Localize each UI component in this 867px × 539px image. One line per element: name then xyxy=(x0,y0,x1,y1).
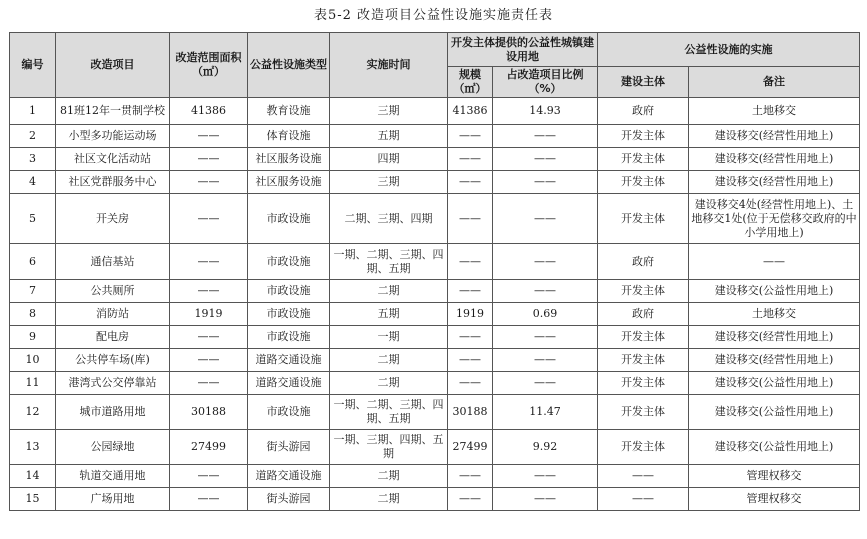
cell-id: 10 xyxy=(10,349,56,372)
cell-project: 社区文化活动站 xyxy=(56,148,170,171)
cell-time: 一期 xyxy=(330,326,448,349)
cell-id: 15 xyxy=(10,488,56,511)
cell-area: 27499 xyxy=(170,430,248,465)
table-row xyxy=(10,395,860,430)
cell-time: 四期 xyxy=(330,148,448,171)
cell-area: —— xyxy=(170,171,248,194)
cell-time: 二期 xyxy=(330,372,448,395)
cell-scale: —— xyxy=(448,280,493,303)
table-row xyxy=(10,98,860,125)
cell-note: 建设移交(经营性用地上) xyxy=(689,349,860,372)
cell-project: 社区党群服务中心 xyxy=(56,171,170,194)
cell-project: 开关房 xyxy=(56,194,170,244)
cell-entity: 政府 xyxy=(598,244,689,280)
cell-project: 小型多功能运动场 xyxy=(56,125,170,148)
cell-area: —— xyxy=(170,194,248,244)
table-row xyxy=(10,244,860,280)
cell-scale: —— xyxy=(448,326,493,349)
cell-entity: —— xyxy=(598,488,689,511)
table-row xyxy=(10,349,860,372)
cell-area: 41386 xyxy=(170,98,248,125)
cell-ratio: —— xyxy=(493,488,598,511)
cell-ratio: —— xyxy=(493,349,598,372)
cell-entity: 开发主体 xyxy=(598,194,689,244)
cell-entity: 开发主体 xyxy=(598,395,689,430)
cell-note: 建设移交(公益性用地上) xyxy=(689,280,860,303)
cell-note: —— xyxy=(689,244,860,280)
cell-project: 公共厕所 xyxy=(56,280,170,303)
facility-responsibility-table xyxy=(9,32,860,511)
cell-entity: 开发主体 xyxy=(598,430,689,465)
cell-area: —— xyxy=(170,280,248,303)
cell-note: 管理权移交 xyxy=(689,488,860,511)
cell-time: 二期 xyxy=(330,465,448,488)
cell-entity: 开发主体 xyxy=(598,280,689,303)
cell-id: 4 xyxy=(10,171,56,194)
cell-id: 3 xyxy=(10,148,56,171)
table-row xyxy=(10,148,860,171)
cell-ratio: —— xyxy=(493,194,598,244)
cell-entity: 政府 xyxy=(598,98,689,125)
cell-time: 二期、三期、四期 xyxy=(330,194,448,244)
cell-scale: 1919 xyxy=(448,303,493,326)
cell-type: 市政设施 xyxy=(248,326,330,349)
cell-project: 消防站 xyxy=(56,303,170,326)
table-row xyxy=(10,430,860,465)
header-area: 改造范围面积（㎡） xyxy=(170,33,248,98)
cell-time: 五期 xyxy=(330,303,448,326)
cell-project: 城市道路用地 xyxy=(56,395,170,430)
cell-time: 一期、二期、三期、四期、五期 xyxy=(330,395,448,430)
cell-ratio: —— xyxy=(493,125,598,148)
cell-note: 建设移交(公益性用地上) xyxy=(689,372,860,395)
cell-ratio: —— xyxy=(493,171,598,194)
cell-area: —— xyxy=(170,372,248,395)
cell-project: 通信基站 xyxy=(56,244,170,280)
cell-ratio: 0.69 xyxy=(493,303,598,326)
header-scale: 规模（㎡） xyxy=(448,67,493,98)
cell-time: 二期 xyxy=(330,280,448,303)
cell-type: 街头游园 xyxy=(248,430,330,465)
cell-scale: —— xyxy=(448,372,493,395)
cell-area: —— xyxy=(170,488,248,511)
cell-type: 道路交通设施 xyxy=(248,349,330,372)
cell-ratio: —— xyxy=(493,465,598,488)
cell-project: 81班12年一贯制学校 xyxy=(56,98,170,125)
cell-entity: 开发主体 xyxy=(598,372,689,395)
cell-entity: 开发主体 xyxy=(598,125,689,148)
cell-type: 道路交通设施 xyxy=(248,465,330,488)
cell-type: 街头游园 xyxy=(248,488,330,511)
cell-scale: —— xyxy=(448,125,493,148)
cell-entity: 开发主体 xyxy=(598,148,689,171)
cell-id: 6 xyxy=(10,244,56,280)
header-land-group: 开发主体提供的公益性城镇建设用地 xyxy=(448,33,598,67)
cell-note: 建设移交(公益性用地上) xyxy=(689,395,860,430)
cell-id: 1 xyxy=(10,98,56,125)
header-time: 实施时间 xyxy=(330,33,448,98)
cell-project: 广场用地 xyxy=(56,488,170,511)
table-row xyxy=(10,125,860,148)
cell-scale: —— xyxy=(448,171,493,194)
cell-time: 一期、二期、三期、四期、五期 xyxy=(330,244,448,280)
cell-ratio: 11.47 xyxy=(493,395,598,430)
table-row xyxy=(10,194,860,244)
cell-scale: 27499 xyxy=(448,430,493,465)
cell-entity: 开发主体 xyxy=(598,349,689,372)
cell-time: 二期 xyxy=(330,349,448,372)
cell-type: 市政设施 xyxy=(248,303,330,326)
cell-type: 市政设施 xyxy=(248,395,330,430)
cell-scale: —— xyxy=(448,349,493,372)
cell-note: 建设移交4处(经营性用地上)、土地移交1处(位于无偿移交政府的中小学用地上) xyxy=(689,194,860,244)
cell-project: 公共停车场(库) xyxy=(56,349,170,372)
cell-entity: 政府 xyxy=(598,303,689,326)
cell-ratio: —— xyxy=(493,244,598,280)
cell-scale: —— xyxy=(448,244,493,280)
cell-scale: 30188 xyxy=(448,395,493,430)
cell-ratio: 9.92 xyxy=(493,430,598,465)
cell-entity: —— xyxy=(598,465,689,488)
cell-area: 30188 xyxy=(170,395,248,430)
table-row xyxy=(10,372,860,395)
cell-ratio: 14.93 xyxy=(493,98,598,125)
cell-id: 8 xyxy=(10,303,56,326)
cell-area: —— xyxy=(170,349,248,372)
cell-project: 公园绿地 xyxy=(56,430,170,465)
table-row xyxy=(10,326,860,349)
cell-note: 建设移交(公益性用地上) xyxy=(689,430,860,465)
cell-scale: —— xyxy=(448,465,493,488)
cell-area: —— xyxy=(170,244,248,280)
cell-time: 二期 xyxy=(330,488,448,511)
cell-scale: 41386 xyxy=(448,98,493,125)
cell-project: 配电房 xyxy=(56,326,170,349)
table-row xyxy=(10,488,860,511)
header-project: 改造项目 xyxy=(56,33,170,98)
cell-id: 14 xyxy=(10,465,56,488)
table-body xyxy=(10,98,860,511)
cell-type: 道路交通设施 xyxy=(248,372,330,395)
table-row xyxy=(10,280,860,303)
cell-ratio: —— xyxy=(493,326,598,349)
header-note: 备注 xyxy=(689,67,860,98)
cell-type: 社区服务设施 xyxy=(248,171,330,194)
cell-area: —— xyxy=(170,148,248,171)
cell-scale: —— xyxy=(448,488,493,511)
cell-time: 三期 xyxy=(330,98,448,125)
cell-id: 7 xyxy=(10,280,56,303)
cell-time: 一期、三期、四期、五期 xyxy=(330,430,448,465)
header-type: 公益性设施类型 xyxy=(248,33,330,98)
cell-area: —— xyxy=(170,125,248,148)
table-row xyxy=(10,171,860,194)
cell-id: 12 xyxy=(10,395,56,430)
cell-note: 土地移交 xyxy=(689,98,860,125)
cell-note: 土地移交 xyxy=(689,303,860,326)
cell-id: 5 xyxy=(10,194,56,244)
cell-project: 轨道交通用地 xyxy=(56,465,170,488)
table-row xyxy=(10,465,860,488)
cell-type: 市政设施 xyxy=(248,280,330,303)
header-impl-group: 公益性设施的实施 xyxy=(598,33,860,67)
cell-type: 社区服务设施 xyxy=(248,148,330,171)
cell-note: 建设移交(经营性用地上) xyxy=(689,171,860,194)
cell-note: 建设移交(经营性用地上) xyxy=(689,125,860,148)
cell-ratio: —— xyxy=(493,372,598,395)
cell-entity: 开发主体 xyxy=(598,326,689,349)
cell-id: 9 xyxy=(10,326,56,349)
cell-entity: 开发主体 xyxy=(598,171,689,194)
cell-area: —— xyxy=(170,465,248,488)
cell-note: 建设移交(经营性用地上) xyxy=(689,148,860,171)
cell-note: 建设移交(经营性用地上) xyxy=(689,326,860,349)
table-row xyxy=(10,303,860,326)
header-ratio: 占改造项目比例（%） xyxy=(493,67,598,98)
cell-id: 2 xyxy=(10,125,56,148)
cell-ratio: —— xyxy=(493,148,598,171)
header-id: 编号 xyxy=(10,33,56,98)
cell-ratio: —— xyxy=(493,280,598,303)
header-entity: 建设主体 xyxy=(598,67,689,98)
cell-time: 三期 xyxy=(330,171,448,194)
cell-type: 市政设施 xyxy=(248,244,330,280)
cell-type: 体育设施 xyxy=(248,125,330,148)
cell-scale: —— xyxy=(448,194,493,244)
cell-project: 港湾式公交停靠站 xyxy=(56,372,170,395)
cell-time: 五期 xyxy=(330,125,448,148)
cell-type: 教育设施 xyxy=(248,98,330,125)
cell-id: 11 xyxy=(10,372,56,395)
cell-note: 管理权移交 xyxy=(689,465,860,488)
cell-area: 1919 xyxy=(170,303,248,326)
cell-type: 市政设施 xyxy=(248,194,330,244)
cell-id: 13 xyxy=(10,430,56,465)
cell-area: —— xyxy=(170,326,248,349)
table-caption: 表5-2 改造项目公益性设施实施责任表 xyxy=(313,8,554,23)
cell-scale: —— xyxy=(448,148,493,171)
